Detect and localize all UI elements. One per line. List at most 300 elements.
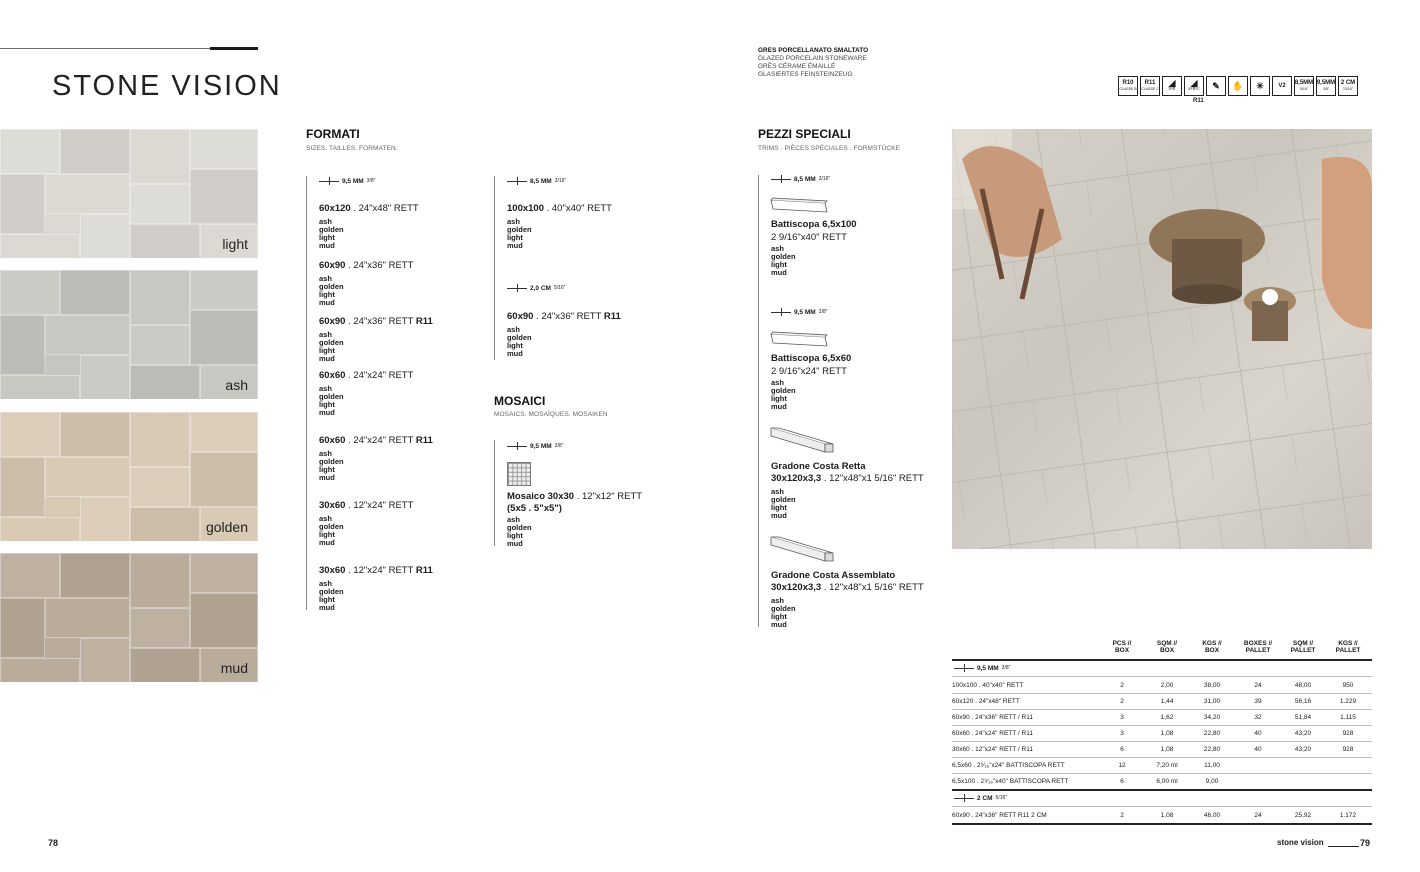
colour-ash: ash (319, 330, 332, 339)
step-icon (769, 426, 835, 456)
table-cell-description: 60x90 . 24"x36" RETT / R11 (952, 713, 1033, 721)
table-cell: 22,80 (1203, 745, 1221, 753)
colour-mud: mud (319, 538, 335, 547)
colour-ash: ash (771, 487, 784, 496)
thickness-icon (771, 308, 791, 316)
room-photo (952, 129, 1372, 549)
colour-golden: golden (771, 386, 796, 395)
format-dim: . 24"x36" RETT (345, 260, 414, 271)
table-cell: 6 (1120, 745, 1124, 753)
thickness-mm: 2 CM (977, 794, 993, 802)
colour-list (319, 580, 344, 612)
swatch-tile (190, 270, 258, 310)
mosaici-subtitle: MOSAICS. MOSAÏQUES. MOSAIKEN (494, 411, 608, 418)
swatch-tile (130, 648, 200, 682)
spec-icon-6 (1250, 76, 1270, 96)
table-group-thickness (954, 664, 1010, 672)
swatch-2 (0, 412, 258, 541)
spec-icon-9 (1316, 76, 1336, 96)
swatch-tile (0, 174, 45, 234)
mosaic-chip: (5x5 (507, 503, 527, 514)
colour-list (507, 326, 532, 358)
table-cell-description: 60x90 . 24"x36" RETT R11 2 CM (952, 811, 1047, 819)
format-size: 60x90 (319, 260, 346, 271)
step-icon (769, 535, 835, 565)
format-size: 60x120 (319, 203, 351, 214)
format-dim: . 24"x36" RETT (345, 316, 416, 327)
spec-icon-bottom: CLASSE B (1119, 87, 1137, 91)
colour-ash: ash (771, 378, 784, 387)
thickness-icon (507, 442, 527, 450)
colour-mud: mud (319, 603, 335, 612)
colour-light: light (507, 233, 523, 242)
format-dim: . 24"x48" RETT (350, 203, 419, 214)
formati-title: FORMATI (306, 127, 360, 141)
table-cell: 3 (1120, 729, 1124, 737)
colour-ash: ash (507, 217, 520, 226)
thickness-mm: 9,5 MM (530, 442, 552, 450)
spec-icon-4 (1206, 76, 1226, 96)
swatch-tile (0, 375, 80, 399)
table-row (952, 807, 1372, 824)
format-dim: . 24"x24" RETT (345, 370, 414, 381)
spec-icon-top: R10 (1122, 80, 1134, 86)
material-line-en: GLAZED PORCELAIN STONEWARE (758, 55, 867, 62)
table-cell: 46,00 (1203, 811, 1221, 819)
trim-dim: . 12"x48"x1 5/16" RETT (821, 473, 924, 484)
table-header (1278, 640, 1328, 654)
trim-size: 30x120x3,3 (771, 582, 822, 593)
table-cell: 2 (1120, 811, 1124, 819)
thickness-inch: 3/16" (554, 178, 567, 184)
format-size: 60x60 (319, 370, 346, 381)
colour-list (319, 385, 344, 417)
table-header-line: BOX (1114, 647, 1130, 654)
table-cell: 1,08 (1160, 811, 1174, 819)
colour-golden: golden (319, 457, 344, 466)
thickness-mm: 8,5 MM (794, 175, 816, 183)
formati-rule (306, 176, 307, 610)
table-header-line: PALLET (1290, 647, 1316, 654)
swatch-tile (190, 310, 258, 365)
colour-golden: golden (771, 495, 796, 504)
spec-glyph-icon: ✳ (1256, 81, 1264, 91)
colour-light: light (319, 595, 335, 604)
page-title: STONE VISION (52, 70, 282, 102)
swatch-tile (0, 129, 60, 174)
colour-mud: mud (319, 473, 335, 482)
thickness-icon (507, 284, 527, 292)
format-size: 30x60 (319, 500, 346, 511)
table-cell-description: 6,5x100 . 2⁹⁄₁₆"x40" BATTISCOPA RETT (952, 777, 1069, 785)
mosaic-name: Mosaico 30x30 (507, 491, 575, 502)
swatch-tile (130, 467, 190, 507)
col2-rule-a (494, 176, 495, 360)
table-cell-description: 30x60 . 12"x24" RETT / R11 (952, 745, 1033, 753)
table-cell: 56,16 (1294, 697, 1312, 705)
swatch-tile (45, 174, 130, 214)
format-60x90-2cm (507, 311, 621, 322)
swatch-tile (130, 224, 200, 258)
colour-golden: golden (507, 225, 532, 234)
format-item (319, 565, 433, 576)
colour-light: light (319, 465, 335, 474)
format-item (319, 203, 419, 214)
colour-light: light (319, 346, 335, 355)
table-cell: 928 (1342, 729, 1354, 737)
colour-light: light (319, 290, 335, 299)
table-header-line: PALLET (1245, 647, 1271, 654)
colour-light: light (319, 530, 335, 539)
spec-icon-5 (1228, 76, 1248, 96)
mosaici-thickness (507, 442, 563, 450)
table-cell: 31,00 (1203, 697, 1221, 705)
thickness-mm: 8,5 MM (530, 177, 552, 185)
material-line-fr: GRÈS CÉRAME ÉMAILLÉ (758, 63, 836, 70)
table-cell: 48,00 (1294, 681, 1312, 689)
swatch-tile (0, 517, 80, 541)
table-cell: 34,20 (1203, 713, 1221, 721)
mosaic-dim: . 12"x12" RETT (574, 491, 643, 502)
swatch-tile (0, 270, 60, 315)
swatch-tile (190, 553, 258, 593)
colour-light: light (507, 341, 523, 350)
spec-icon-8 (1294, 76, 1314, 96)
format-r11: R11 (603, 311, 621, 322)
table-header-line: SQM // (1156, 640, 1178, 647)
table-cell: 11,00 (1204, 761, 1220, 769)
trim2-thickness (771, 308, 827, 316)
swatch-0 (0, 129, 258, 258)
spec-icon-3 (1184, 76, 1204, 96)
swatch-tile (0, 315, 45, 375)
swatch-tile (45, 315, 130, 355)
spec-icon-bottom: A+B+C (1188, 87, 1200, 91)
table-cell: 39 (1254, 697, 1262, 705)
formati-thickness (319, 177, 375, 185)
swatch-3 (0, 553, 258, 682)
formati-subtitle: SIZES. TAILLES. FORMATEN. (306, 145, 398, 152)
pezzi-title: PEZZI SPECIALI (758, 127, 851, 141)
table-header-line: KGS // (1338, 640, 1358, 647)
thickness-inch: 3/8" (554, 443, 564, 449)
footer-rule (1328, 846, 1359, 847)
table-cell-description: 60x120 . 24"x48" RETT (952, 697, 1020, 705)
format-item (319, 316, 433, 327)
colour-list (771, 245, 796, 277)
table-row (952, 757, 1372, 774)
footer-label: stone vision (1277, 838, 1324, 847)
format-r11: R11 (415, 316, 433, 327)
trim-name: Battiscopa 6,5x60 (771, 353, 852, 364)
swatch-tile (190, 412, 258, 452)
format-mosaico (507, 491, 642, 515)
table-cell: 950 (1342, 681, 1354, 689)
swatch-label: golden (205, 519, 248, 535)
swatch-tile (190, 169, 258, 224)
thickness-inch: 3/8" (366, 178, 376, 184)
thickness-icon (954, 794, 974, 802)
spec-icon-bottom: CLASSE C (1141, 87, 1159, 91)
colour-ash: ash (319, 274, 332, 283)
trim-size-line (771, 582, 924, 593)
colour-ash: ash (319, 217, 332, 226)
colour-list (319, 218, 344, 250)
table-header-line: BOX (1204, 647, 1220, 654)
swatch-tile (80, 214, 130, 258)
table-rule (952, 823, 1372, 825)
swatch-tile (0, 412, 60, 457)
colour-ash: ash (319, 579, 332, 588)
material-line-de: GLASIERTES FEINSTEINZEUG (758, 71, 853, 78)
room-photo-art (952, 129, 1372, 549)
table-cell: 1,62 (1160, 713, 1174, 721)
swatch-tile (190, 452, 258, 507)
table-cell: 51,84 (1294, 713, 1312, 721)
colour-list (507, 516, 532, 548)
thickness-mm: 9,5 MM (342, 177, 364, 185)
table-cell: 1,08 (1160, 745, 1174, 753)
colour-golden: golden (507, 333, 532, 342)
colour-mud: mud (319, 408, 335, 417)
spec-icon-bottom: 3/8" (1322, 87, 1330, 91)
colour-mud: mud (507, 241, 523, 250)
table-row (952, 773, 1372, 790)
page-number-right: 79 (1360, 838, 1371, 848)
thickness-inch: 5/16" (553, 285, 566, 291)
colour-light: light (771, 260, 787, 269)
table-header (1097, 640, 1147, 654)
format-dim: . 12"x24" RETT (345, 500, 414, 511)
swatch-label: mud (220, 660, 248, 676)
swatch-tile (60, 270, 130, 315)
table-cell: 2 (1120, 681, 1124, 689)
swatch-tile (130, 608, 190, 648)
thickness-icon (771, 175, 791, 183)
thickness-icon (319, 177, 339, 185)
table-cell: 1,08 (1160, 729, 1174, 737)
header-rule-accent (210, 47, 258, 50)
trim-size-line (771, 473, 924, 484)
swatch-tile (80, 355, 130, 399)
spec-icon-7 (1272, 76, 1292, 96)
table-header-line: PCS // (1112, 640, 1132, 647)
swatch-tile (60, 129, 130, 174)
spec-icon-bottom: 5/16" (1299, 87, 1309, 91)
trim-dim: 2 9/16"x40" RETT (771, 232, 847, 243)
col2-thickness-2 (507, 284, 565, 292)
colour-ash: ash (771, 596, 784, 605)
spec-icons (1118, 76, 1358, 96)
colour-golden: golden (771, 604, 796, 613)
swatch-tile (60, 553, 130, 598)
colour-mud: mud (771, 268, 787, 277)
table-cell: 22,80 (1203, 729, 1221, 737)
table-cell: 2 (1120, 697, 1124, 705)
colour-golden: golden (319, 522, 344, 531)
table-header (1142, 640, 1192, 654)
format-size: 60x60 (319, 435, 346, 446)
colour-golden: golden (771, 252, 796, 261)
table-row (952, 741, 1372, 758)
swatch-tile (130, 325, 190, 365)
trim-size: 30x120x3,3 (771, 473, 822, 484)
swatch-tile (130, 184, 190, 224)
table-cell: 38,00 (1203, 681, 1221, 689)
table-cell: 1.229 (1339, 697, 1357, 705)
swatch-tile (80, 497, 130, 541)
table-header-line: KGS // (1202, 640, 1222, 647)
pezzi-subtitle: TRIMS . PIÈCES SPÉCIALES . FORMSTÜCKE (758, 145, 901, 152)
table-group-thickness (954, 794, 1007, 802)
colour-golden: golden (319, 392, 344, 401)
table-cell-description: 60x60 . 24"x24" RETT / R11 (952, 729, 1033, 737)
format-item (319, 500, 413, 511)
material-line-it: GRES PORCELLANATO SMALTATO (758, 47, 869, 54)
table-cell: 7,20 ml (1156, 761, 1178, 769)
table-cell: 2,00 (1160, 681, 1174, 689)
spec-glyph-icon: ✎ (1212, 81, 1220, 91)
colour-golden: golden (319, 225, 344, 234)
thickness-mm: 9,5 MM (794, 308, 816, 316)
table-cell-description: 6,5x60 . 2⁹⁄₁₆"x24" BATTISCOPA RETT (952, 761, 1065, 769)
swatch-tile (0, 234, 80, 258)
spec-icon-top: 2 CM (1340, 80, 1356, 86)
spec-icon-top: 9,5MM (1316, 80, 1336, 86)
format-r11: R11 (415, 565, 433, 576)
table-cell: 12 (1118, 761, 1126, 769)
table-rule (952, 659, 1372, 661)
spec-glyph-icon: ◢ (1190, 78, 1198, 88)
colour-mud: mud (771, 402, 787, 411)
table-row (952, 725, 1372, 742)
colour-mud: mud (507, 539, 523, 548)
colour-list (771, 597, 796, 629)
format-100x100 (507, 203, 612, 214)
spec-icon-top: 8,5MM (1294, 80, 1314, 86)
format-dim: . 24"x24" RETT (345, 435, 416, 446)
colour-list (771, 488, 796, 520)
thickness-mm: 9,5 MM (977, 664, 999, 672)
swatch-tile (0, 598, 45, 658)
swatch-tile (0, 658, 80, 682)
spec-icon-bottom: A+B (1168, 87, 1176, 91)
swatch-tile (130, 129, 190, 184)
swatch-tile (130, 270, 190, 325)
colour-golden: golden (319, 587, 344, 596)
table-cell: 6,00 ml (1156, 777, 1178, 785)
trim-name: Battiscopa 6,5x100 (771, 219, 857, 230)
format-dim: . 12"x24" RETT (345, 565, 416, 576)
spec-glyph-icon: ◢ (1168, 78, 1176, 88)
format-item (319, 260, 413, 271)
table-cell: 24 (1254, 681, 1262, 689)
page-number-left: 78 (48, 838, 59, 848)
table-cell: 43,20 (1294, 745, 1312, 753)
colour-ash: ash (319, 514, 332, 523)
spec-icon-top: V2 (1278, 83, 1286, 89)
format-item (319, 435, 433, 446)
colour-light: light (319, 400, 335, 409)
format-item (319, 370, 413, 381)
format-size: 100x100 (507, 203, 544, 214)
spec-icon-bottom: 13/16" (1342, 87, 1353, 91)
format-dim: . 40"x40" RETT (543, 203, 612, 214)
colour-list (771, 379, 796, 411)
colour-light: light (319, 233, 335, 242)
thickness-mm: 2,0 CM (530, 284, 551, 292)
table-cell: 43,20 (1294, 729, 1312, 737)
mosaic-chip-dim: . 5"x5") (526, 503, 562, 514)
table-row (952, 677, 1372, 694)
spec-icon-0 (1118, 76, 1138, 96)
skirting-icon (770, 330, 830, 348)
colour-mud: mud (771, 620, 787, 629)
table-cell: 24 (1254, 811, 1262, 819)
colour-golden: golden (319, 282, 344, 291)
table-row (952, 709, 1372, 726)
spec-glyph-icon: ✋ (1232, 81, 1244, 91)
colour-mud: mud (319, 298, 335, 307)
swatch-tile (130, 507, 200, 541)
spec-icon-2 (1162, 76, 1182, 96)
swatch-1 (0, 270, 258, 399)
table-cell: 40 (1254, 729, 1262, 737)
trim1-thickness (771, 175, 830, 183)
swatch-tile (0, 553, 60, 598)
colour-ash: ash (771, 244, 784, 253)
trim-dim: 2 9/16"x24" RETT (771, 366, 847, 377)
swatch-tile (130, 553, 190, 608)
format-dim: . 24"x36" RETT (533, 311, 604, 322)
table-header-line: BOXES // (1243, 640, 1273, 647)
table-header (1233, 640, 1283, 654)
table-header (1323, 640, 1373, 654)
colour-ash: ash (319, 384, 332, 393)
table-cell: 928 (1342, 745, 1354, 753)
table-cell: 1.115 (1340, 713, 1356, 721)
skirting-icon (770, 196, 830, 214)
colour-mud: mud (507, 349, 523, 358)
icon-r11-label: R11 (1193, 98, 1204, 104)
colour-list (319, 515, 344, 547)
spec-icon-10 (1338, 76, 1358, 96)
material-description (758, 47, 868, 79)
colour-list (507, 218, 532, 250)
colour-light: light (771, 394, 787, 403)
format-size: 60x90 (319, 316, 346, 327)
mosaici-title: MOSAICI (494, 394, 546, 408)
swatch-tile (80, 638, 130, 682)
thickness-icon (507, 177, 527, 185)
table-cell: 1.172 (1339, 811, 1357, 819)
table-cell: 9,00 (1205, 777, 1219, 785)
colour-mud: mud (319, 241, 335, 250)
thickness-inch: 3/8" (1001, 665, 1011, 671)
swatch-tile (45, 598, 130, 638)
pezzi-rule (758, 175, 759, 627)
colour-golden: golden (507, 523, 532, 532)
trim-dim: . 12"x48"x1 5/16" RETT (821, 582, 924, 593)
table-header-line: SQM // (1292, 640, 1314, 647)
swatch-tile (130, 412, 190, 467)
format-size: 60x90 (507, 311, 534, 322)
colour-list (319, 331, 344, 363)
colour-ash: ash (319, 449, 332, 458)
table-cell: 3 (1120, 713, 1124, 721)
table-cell: 25,92 (1294, 811, 1312, 819)
colour-light: light (771, 612, 787, 621)
